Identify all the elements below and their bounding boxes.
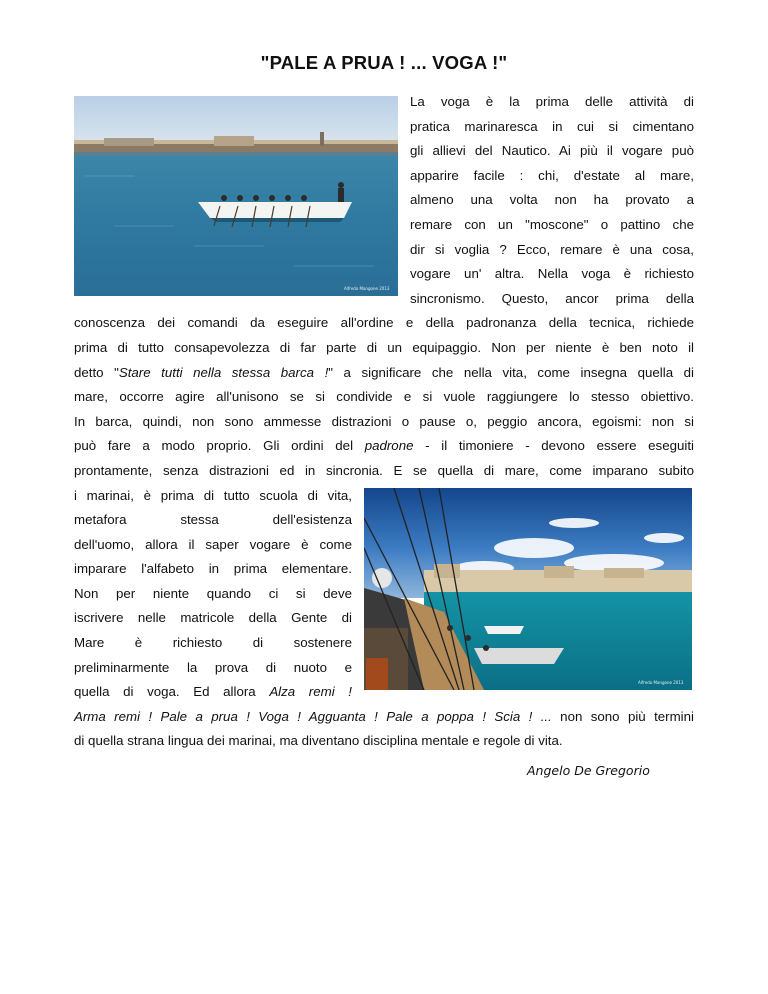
text-line: dell'uomo, allora il saper vogare è come — [74, 536, 352, 552]
text-line: dir si voglia ? Ecco, remare è una cosa, — [410, 241, 694, 257]
text-line-arma — [74, 705, 694, 730]
italic-commands: Arma remi ! Pale a prua ! Voga ! Agguanta ! Pale a poppa ! Scia ! ... — [74, 708, 552, 724]
text-line: di quella strana lingua dei marinai, ma diventano disciplina mentale e regole di vita. — [74, 733, 563, 749]
document-title: "PALE A PRUA ! ... VOGA !" — [260, 52, 508, 73]
text-line: sincronismo. Questo, ancor prima della — [410, 290, 694, 306]
text-line: prontamente, senza distrazioni ed in sincronia. E se quella di mare, come imparano subito — [74, 462, 694, 478]
text-line: prima di tutto consapevolezza di far parte di un equipaggio. Non per niente è ben noto il — [74, 339, 694, 355]
text-line-padrone — [74, 434, 694, 459]
text-line: remare con un "moscone" o pattino che — [410, 216, 694, 232]
text-fragment: " a significare che nella vita, come insegna quella di — [328, 364, 694, 380]
text-fragment: detto " — [74, 364, 119, 380]
text-line: almeno una volta non ha provato a — [410, 192, 694, 208]
italic-quote: Stare tutti nella stessa barca ! — [118, 364, 329, 380]
text-line: Non per niente quando ci si deve — [74, 585, 352, 601]
text-line: vogare un' altra. Nella voga è richiesto — [410, 266, 694, 282]
text-line: metafora stessa dell'esistenza — [74, 512, 352, 528]
text-fragment: - il timoniere - devono essere eseguiti — [413, 438, 694, 454]
text-line: In barca, quindi, non sono ammesse distrazioni o pause o, peggio ancora, egoismi: non si — [74, 413, 694, 429]
text-line: iscrivere nelle matricole della Gente di — [74, 610, 352, 626]
photo-watermark: Alfredo Mangone 2013 — [344, 286, 390, 291]
text-line: apparire facile : chi, d'estate al mare, — [410, 167, 694, 183]
article-body — [74, 90, 694, 754]
text-fragment: può fare a modo proprio. Gli ordini del — [74, 438, 365, 454]
text-line-detto — [74, 361, 694, 386]
text-line: mare, occorre agire all'unisono se si condivide e si vuole raggiungere lo stesso obiettivo. — [74, 389, 694, 405]
text-fragment: quella di voga. Ed allora — [74, 684, 270, 700]
left-column-text — [74, 484, 352, 705]
italic-command: Alza remi ! — [269, 684, 352, 700]
text-line: pratica marinaresca in cui si cimentano — [410, 118, 694, 134]
text-line: Mare è richiesto di sostenere — [74, 635, 352, 651]
text-line: gli allievi del Nautico. Ai più il vogare può — [410, 143, 694, 159]
author-signature: Angelo De Gregorio — [527, 763, 650, 778]
text-line: imparare l'alfabeto in prima elementare. — [74, 561, 352, 577]
text-fragment: non sono più termini — [551, 708, 694, 724]
text-line-alza — [74, 680, 352, 705]
text-line: i marinai, è prima di tutto scuola di vita, — [74, 487, 352, 503]
photo-watermark: Alfredo Mangone 2013 — [638, 680, 684, 685]
text-line: preliminarmente la prova di nuoto e — [74, 659, 352, 675]
italic-word: padrone — [364, 438, 414, 454]
text-line: conoscenza dei comandi da eseguire all'ordine e della padronanza della tecnica, richiede — [74, 315, 694, 331]
text-line: La voga è la prima delle attività di — [410, 94, 694, 109]
